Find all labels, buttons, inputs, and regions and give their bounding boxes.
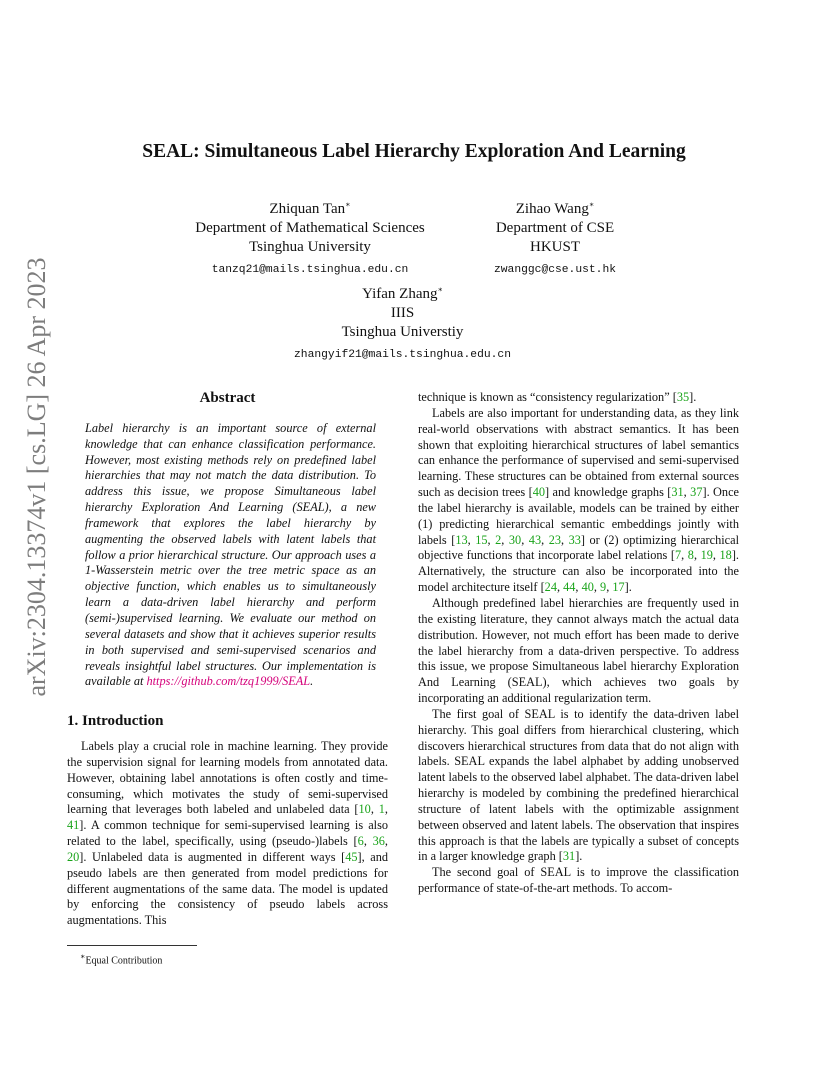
author-mark: ∗: [345, 200, 351, 209]
citation-link[interactable]: 8: [687, 548, 694, 563]
citation-link[interactable]: 37: [690, 485, 703, 500]
author-mark: ∗: [437, 285, 443, 294]
paragraph-labels: Labels are also important for understanding data, as they link real-world observations with abstract semantics. It has been shown that exploiting hierarchical structures of label semantics can enhance the performance of supervised and semi-supervised learning. These structures can be obtained from external sources such as decision trees [40] and knowledge graphs [31, 37]. Once the label hierarchy is available, models can be trained by either (1) predicting hierarchical semantic embeddings jointly with labels [13, 15, 2, 30, 43, 23, 33] or (2) optimizing hierarchical objective functions that incorporate label relations [7, 8, 19, 18]. Alternatively, the structure can also be incorporated into the model architecture itself [24, 44, 40, 9, 17].: [418, 405, 739, 595]
citation-link[interactable]: 1: [378, 802, 385, 817]
section-heading-introduction: 1. Introduction: [67, 713, 164, 730]
author-name: Yifan Zhang: [362, 286, 438, 302]
citation-link[interactable]: 40: [581, 580, 594, 595]
abstract-text: Label hierarchy is an important source of external knowledge that can enhance classification performance. However, most existing methods rely on predefined label hierarchies that may not match the data distribution. To address this issue, we propose Simultaneous label hierarchy Exploration And Learning (SEAL), a new framework that explores the label hierarchy by augmenting the observed labels with latent labels that follow a prior hierarchical structure. Our approach uses a 1-Wasserstein metric over the tree metric space as an objective function, which enables us to simultaneously learn a data-driven label hierarchy and perform (semi-)supervised learning. We evaluate our method on several datasets and show that it achieves superior results in both supervised and semi-supervised scenarios and reveals insightful label structures. Our implementation is available at: [85, 420, 376, 689]
paragraph-second-goal: The second goal of SEAL is to improve the classification performance of state-of-the-art methods. To accom-: [418, 865, 739, 896]
citation-link[interactable]: 15: [475, 532, 488, 547]
author-block-1: [170, 195, 450, 280]
author-block-3: [250, 280, 555, 365]
citation-link[interactable]: 35: [676, 390, 690, 404]
citation-link[interactable]: 18: [719, 548, 732, 563]
citation-link[interactable]: 44: [563, 580, 576, 595]
citation-link[interactable]: 45: [345, 849, 358, 864]
author-affiliation: Department of CSE: [495, 220, 615, 236]
code-link[interactable]: https://github.com/tzq1999/SEAL: [146, 674, 311, 689]
citation-link[interactable]: 43: [528, 532, 542, 547]
abstract-heading: Abstract: [199, 390, 256, 406]
author-affiliation: IIIS: [390, 305, 415, 321]
paragraph-predefined: Although predefined label hierarchies are frequently used in the existing literature, they cannot always match the actual data distribution. However, not much effort has been made to derive the label hierarchy from a data-driven perspective. To address this issue, we propose Simultaneous label hierarchy Exploration And Learning (SEAL), which achieves two goals by incorporating an additional regularization term.: [418, 595, 739, 706]
citation-link[interactable]: 40: [532, 485, 546, 500]
citation-link[interactable]: 23: [548, 532, 561, 547]
abstract-body: [67, 421, 388, 690]
citation-link[interactable]: 24: [544, 580, 557, 595]
arxiv-side-stamp: arXiv:2304.13374v1 [cs.LG] 26 Apr 2023: [22, 257, 51, 697]
citation-link[interactable]: 9: [600, 580, 607, 595]
citation-link[interactable]: 36: [372, 834, 385, 849]
citation-link[interactable]: 19: [700, 548, 713, 563]
citation-link[interactable]: 7: [674, 548, 682, 563]
author-institution: Tsinghua Universtiy: [341, 324, 464, 340]
citation-link[interactable]: 2: [495, 532, 502, 547]
paragraph-continuation: technique is known as “consistency regularization” [35].: [418, 390, 697, 404]
citation-link[interactable]: 17: [612, 580, 625, 595]
author-name: Zhiquan Tan: [269, 201, 346, 217]
citation-link[interactable]: 13: [455, 532, 468, 547]
citation-link[interactable]: 41: [67, 818, 80, 833]
footnote-rule: [67, 945, 197, 946]
author-institution: Tsinghua University: [249, 239, 371, 255]
citation-link[interactable]: 31: [562, 849, 576, 864]
citation-link[interactable]: 20: [67, 849, 80, 864]
citation-link[interactable]: 10: [358, 802, 371, 817]
author-email[interactable]: tanzq21@mails.tsinghua.edu.cn: [211, 264, 409, 276]
author-mark: ∗: [588, 200, 595, 209]
citation-link[interactable]: 31: [671, 485, 684, 500]
citation-link[interactable]: 6: [357, 834, 364, 849]
author-block-2: [460, 195, 650, 280]
footnote: ∗Equal Contribution: [80, 952, 163, 967]
author-institution: HKUST: [529, 239, 580, 255]
abstract-text-end: .: [310, 674, 314, 689]
intro-paragraph: Labels play a crucial role in machine learning. They provide the supervision signal for learning models from annotated data. However, obtaining label annotations is often costly and time-consuming, which motivates the study of semi-supervised learning that leverages both labeled and unlabeled data [10, 1, 41]. A common technique for semi-supervised learning is also related to the label, specifically, using (pseudo-)labels [6, 36, 20]. Unlabeled data is augmented in different ways [45], and pseudo labels are then generated from model predictions for different augmentations of the same data. The model is updated by enforcing the consistency of pseudo labels across augmentations. This: [67, 739, 389, 928]
left-column: [67, 391, 388, 929]
author-email[interactable]: zwanggc@cse.ust.hk: [493, 264, 617, 276]
citation-link[interactable]: 33: [568, 532, 581, 547]
paper-title: SEAL: Simultaneous Label Hierarchy Exploration And Learning: [142, 141, 686, 162]
citation-link[interactable]: 30: [508, 532, 522, 547]
right-column: [418, 390, 739, 897]
author-email[interactable]: zhangyif21@mails.tsinghua.edu.cn: [294, 349, 511, 361]
author-affiliation: Department of Mathematical Sciences: [195, 220, 425, 236]
paragraph-first-goal: The first goal of SEAL is to identify the data-driven label hierarchy. This goal differs from hierarchical clustering, which discovers hierarchical structures from data that do not align with labels. SEAL expands the label alphabet by adding unobserved latent labels to the observed label alphabet. The data-driven label hierarchy is modeled by combining the predefined hierarchical structure of latent labels with the optimizable assignment between observed and latent labels. The observation that inspires this approach is that the labels are typically a subset of concepts in a larger knowledge graph [31].: [418, 706, 739, 864]
author-name: Zihao Wang: [515, 201, 589, 217]
